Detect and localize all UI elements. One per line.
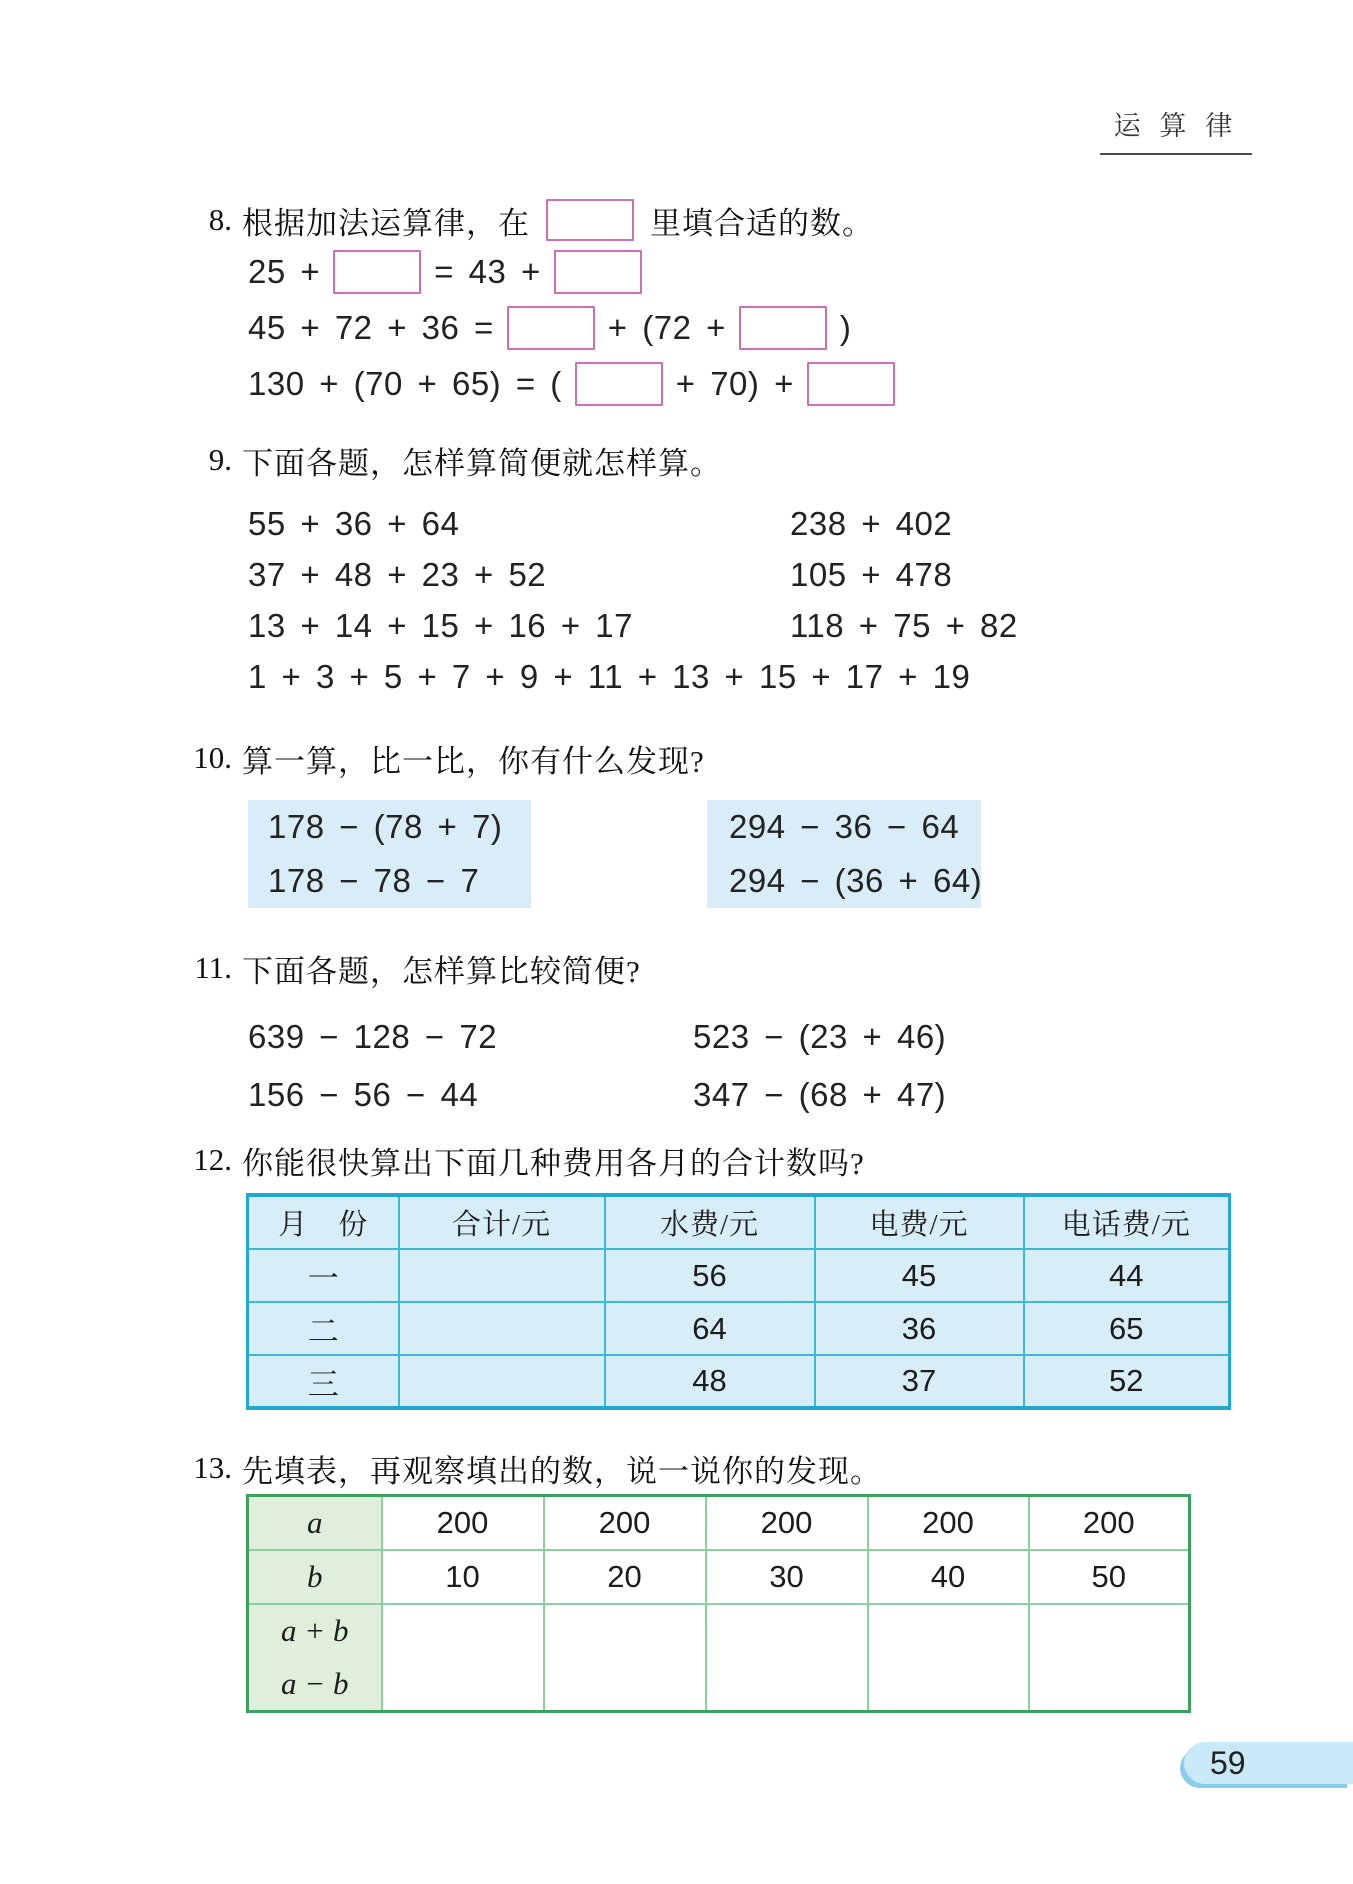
expression: 523 − (23 + 46) xyxy=(693,1018,947,1055)
problem-number: 11. xyxy=(194,950,232,985)
chapter-title: 运 算 律 xyxy=(1100,104,1252,155)
expression-group-right xyxy=(707,800,981,908)
problem-text: 算一算，比一比，你有什么发现? xyxy=(242,743,705,779)
fill-cell[interactable] xyxy=(544,1658,706,1712)
problem-number: 12. xyxy=(193,1142,232,1177)
row-label-a: a xyxy=(248,1496,382,1550)
fill-cell[interactable] xyxy=(1029,1658,1190,1712)
total-fill-cell[interactable] xyxy=(399,1355,605,1408)
column-header-phone: 电话费/元 xyxy=(1024,1195,1230,1249)
exercise-row xyxy=(248,600,1018,651)
equation-3 xyxy=(248,356,908,412)
fill-in-box[interactable] xyxy=(333,250,421,294)
equation-segment: 45 + 72 + 36 = xyxy=(248,309,494,346)
total-fill-cell[interactable] xyxy=(399,1302,605,1355)
expression: 294 − (36 + 64) xyxy=(729,862,983,899)
value-cell: 200 xyxy=(1029,1496,1190,1550)
water-cell: 64 xyxy=(605,1302,815,1355)
problem-text-after-box: 里填合适的数。 xyxy=(650,205,874,241)
value-cell: 10 xyxy=(382,1550,544,1604)
problem-text: 你能很快算出下面几种费用各月的合计数吗? xyxy=(242,1145,865,1181)
problem-11-exercises xyxy=(248,1008,946,1124)
fill-in-box[interactable] xyxy=(507,306,595,350)
fill-cell[interactable] xyxy=(868,1604,1029,1658)
expression: 347 − (68 + 47) xyxy=(693,1076,947,1113)
row-label-a-plus-b: a + b xyxy=(248,1604,382,1658)
expression: 178 − (78 + 7) xyxy=(268,808,503,845)
problem-text: 下面各题，怎样算简便就怎样算。 xyxy=(242,445,722,481)
electricity-cell: 45 xyxy=(815,1249,1024,1302)
expression-group-left xyxy=(248,800,531,908)
row-label-a-minus-b: a − b xyxy=(248,1658,382,1712)
equation-2 xyxy=(248,300,908,356)
problem-13-title xyxy=(150,1444,1191,1492)
expression: 118 + 75 + 82 xyxy=(790,606,1018,644)
value-cell: 50 xyxy=(1029,1550,1190,1604)
value-cell: 200 xyxy=(544,1496,706,1550)
expression: 294 − 36 − 64 xyxy=(729,808,960,845)
expression: 55 + 36 + 64 xyxy=(248,504,460,542)
exercise-row xyxy=(248,549,1018,600)
table-row-a-plus-b xyxy=(248,1604,1190,1658)
value-cell: 30 xyxy=(706,1550,868,1604)
phone-cell: 65 xyxy=(1024,1302,1230,1355)
equation-segment: = 43 + xyxy=(434,253,541,290)
expression: 13 + 14 + 15 + 16 + 17 xyxy=(248,606,633,644)
expression: 178 − 78 − 7 xyxy=(268,862,480,899)
column-header-electricity: 电费/元 xyxy=(815,1195,1024,1249)
fill-in-box[interactable] xyxy=(546,199,634,241)
table-row-a xyxy=(248,1496,1190,1550)
problem-number: 9. xyxy=(208,442,232,477)
fill-cell[interactable] xyxy=(544,1604,706,1658)
problem-12-title xyxy=(150,1136,1231,1184)
exercise-row xyxy=(248,651,1018,702)
month-cell: 三 xyxy=(248,1355,399,1408)
variables-table xyxy=(246,1494,1191,1713)
problem-number: 13. xyxy=(193,1450,232,1485)
phone-cell: 44 xyxy=(1024,1249,1230,1302)
page-number-badge xyxy=(1184,1742,1353,1784)
problem-10 xyxy=(150,734,981,908)
expression: 37 + 48 + 23 + 52 xyxy=(248,555,547,593)
exercise-row xyxy=(248,1008,946,1066)
expression: 105 + 478 xyxy=(790,555,953,593)
table-row-b xyxy=(248,1550,1190,1604)
value-cell: 200 xyxy=(382,1496,544,1550)
problem-9 xyxy=(150,436,1018,702)
problem-11-title xyxy=(150,944,946,992)
fill-in-box[interactable] xyxy=(739,306,827,350)
electricity-cell: 37 xyxy=(815,1355,1024,1408)
expression: 639 − 128 − 72 xyxy=(248,1018,498,1055)
problem-10-title xyxy=(150,734,981,782)
value-cell: 20 xyxy=(544,1550,706,1604)
water-cell: 48 xyxy=(605,1355,815,1408)
problem-10-groups xyxy=(248,800,981,908)
total-fill-cell[interactable] xyxy=(399,1249,605,1302)
table-header-row xyxy=(248,1195,1230,1249)
problem-9-title xyxy=(150,436,1018,484)
fill-in-box[interactable] xyxy=(554,250,642,294)
equation-segment: ) xyxy=(839,309,852,346)
problem-text-before-box: 根据加法运算律，在 xyxy=(242,205,530,241)
table-row xyxy=(248,1302,1230,1355)
problem-13 xyxy=(150,1444,1191,1713)
equation-segment: + 70) + xyxy=(675,365,794,402)
problem-9-exercises xyxy=(248,498,1018,702)
equation-segment: 130 + (70 + 65) = ( xyxy=(248,365,562,402)
expression: 1 + 3 + 5 + 7 + 9 + 11 + 13 + 15 + 17 + 19 xyxy=(248,657,971,695)
problem-11 xyxy=(150,944,946,1124)
value-cell: 200 xyxy=(868,1496,1029,1550)
problem-number: 8. xyxy=(208,202,232,237)
problem-text: 先填表，再观察填出的数，说一说你的发现。 xyxy=(242,1453,882,1489)
column-header-total: 合计/元 xyxy=(399,1195,605,1249)
row-label-b: b xyxy=(248,1550,382,1604)
equation-segment: + (72 + xyxy=(607,309,726,346)
fill-cell[interactable] xyxy=(706,1658,868,1712)
equation-segment: 25 + xyxy=(248,253,321,290)
problem-number: 10. xyxy=(193,740,232,775)
fill-cell[interactable] xyxy=(382,1604,544,1658)
column-header-water: 水费/元 xyxy=(605,1195,815,1249)
month-cell: 二 xyxy=(248,1302,399,1355)
problem-8-title xyxy=(150,196,908,244)
expression: 238 + 402 xyxy=(790,504,953,542)
problem-8 xyxy=(150,196,908,412)
fill-cell[interactable] xyxy=(706,1604,868,1658)
problem-12 xyxy=(150,1136,1231,1410)
exercise-row xyxy=(248,1066,946,1124)
fill-cell[interactable] xyxy=(868,1658,1029,1712)
exercise-row xyxy=(248,498,1018,549)
expenses-table xyxy=(246,1193,1231,1410)
table-row-a-minus-b xyxy=(248,1658,1190,1712)
column-header-month: 月 份 xyxy=(248,1195,399,1249)
water-cell: 56 xyxy=(605,1249,815,1302)
fill-cell[interactable] xyxy=(1029,1604,1190,1658)
fill-in-box[interactable] xyxy=(807,362,895,406)
phone-cell: 52 xyxy=(1024,1355,1230,1408)
page-number: 59 xyxy=(1210,1744,1246,1781)
table-row xyxy=(248,1355,1230,1408)
fill-in-box[interactable] xyxy=(575,362,663,406)
fill-cell[interactable] xyxy=(382,1658,544,1712)
value-cell: 200 xyxy=(706,1496,868,1550)
month-cell: 一 xyxy=(248,1249,399,1302)
problem-text: 下面各题，怎样算比较简便? xyxy=(242,953,641,989)
table-row xyxy=(248,1249,1230,1302)
value-cell: 40 xyxy=(868,1550,1029,1604)
electricity-cell: 36 xyxy=(815,1302,1024,1355)
equation-1 xyxy=(248,244,908,300)
expression: 156 − 56 − 44 xyxy=(248,1076,479,1113)
